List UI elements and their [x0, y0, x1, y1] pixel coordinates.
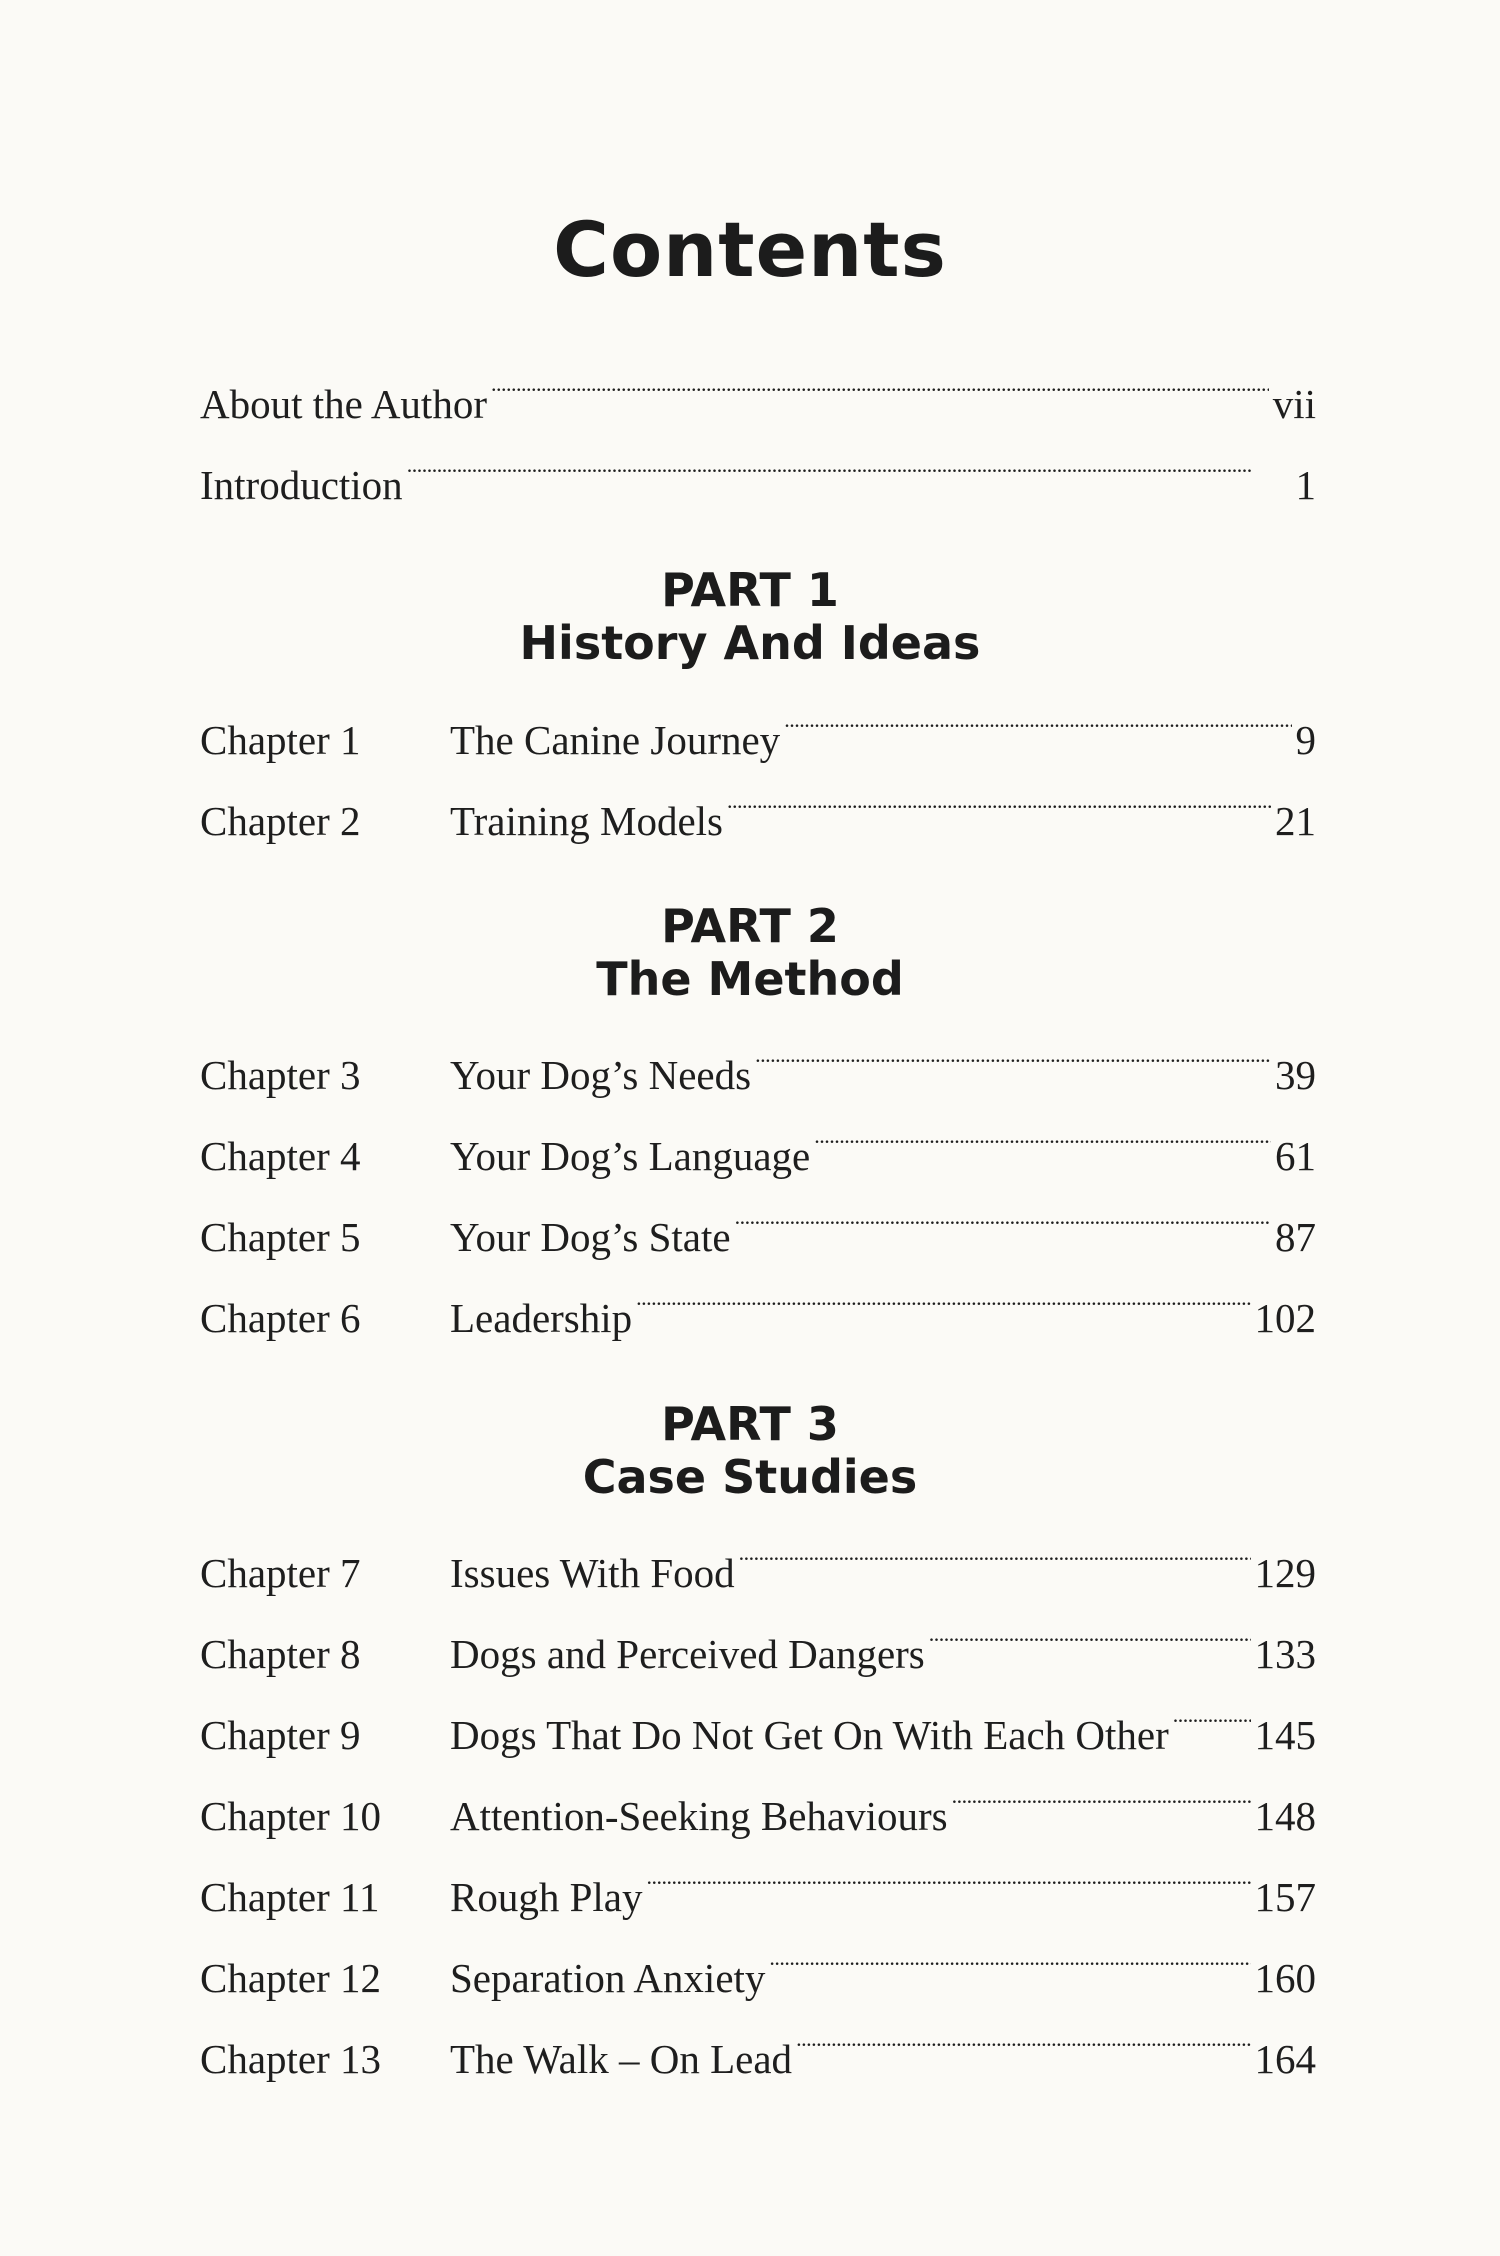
chapter-number: Chapter 11	[200, 1874, 380, 1920]
page-title: Contents	[553, 205, 947, 294]
dot-leader	[784, 712, 1291, 752]
chapter-number: Chapter 2	[200, 798, 361, 844]
chapter-number: Chapter 10	[200, 1793, 382, 1839]
toc-entry-chapter-3[interactable]	[200, 1043, 1316, 1107]
toc-entry-chapter-2[interactable]	[200, 789, 1316, 853]
chapter-number: Chapter 3	[200, 1052, 361, 1098]
dot-leader	[929, 1626, 1251, 1666]
toc-entry-title: Introduction	[200, 462, 403, 508]
chapter-number: Chapter 8	[200, 1631, 361, 1677]
toc-entry-page: 133	[1254, 1631, 1316, 1677]
part-heading-2	[0, 900, 1500, 1006]
chapter-number: Chapter 5	[200, 1214, 361, 1260]
toc-entry-title: Your Dog’s Language	[450, 1133, 811, 1179]
toc-entry-title: Leadership	[450, 1295, 633, 1341]
dot-leader	[755, 1047, 1271, 1087]
toc-entry-page: 9	[1295, 717, 1316, 763]
toc-entry-page: 145	[1254, 1712, 1316, 1758]
part-name: Case Studies	[582, 1450, 918, 1504]
toc-entry-title: Your Dog’s Needs	[450, 1052, 752, 1098]
part-label: PART 3	[661, 1397, 839, 1451]
toc-entry-page: 61	[1275, 1133, 1316, 1179]
toc-entry-page: 87	[1275, 1214, 1316, 1260]
toc-entry-title: Separation Anxiety	[450, 1955, 766, 2001]
toc-entry-chapter-4[interactable]	[200, 1124, 1316, 1188]
dot-leader	[814, 1128, 1271, 1168]
part-label: PART 1	[661, 563, 839, 617]
dot-leader	[796, 2031, 1250, 2071]
toc-entry-chapter-6[interactable]	[200, 1286, 1316, 1350]
chapter-number: Chapter 12	[200, 1955, 382, 2001]
toc-entry-chapter-13[interactable]	[200, 2027, 1316, 2091]
toc-entry-title: The Canine Journey	[450, 717, 781, 763]
toc-entry-title: Dogs That Do Not Get On With Each Other	[450, 1712, 1169, 1758]
dot-leader	[769, 1950, 1250, 1990]
toc-entry-title: The Walk – On Lead	[450, 2036, 793, 2082]
toc-entry-page: 39	[1275, 1052, 1316, 1098]
toc-entry-page: 164	[1254, 2036, 1316, 2082]
dot-leader	[952, 1788, 1251, 1828]
dot-leader	[739, 1545, 1251, 1585]
toc-entry-page: 157	[1254, 1874, 1316, 1920]
toc-entry-title: Attention-Seeking Behaviours	[450, 1793, 948, 1839]
toc-entry-chapter-10[interactable]	[200, 1784, 1316, 1848]
chapter-number: Chapter 9	[200, 1712, 361, 1758]
dot-leader	[636, 1290, 1250, 1330]
toc-entry-page: 148	[1254, 1793, 1316, 1839]
toc-entry-page: 21	[1275, 798, 1316, 844]
toc-entry-page: 160	[1254, 1955, 1316, 2001]
toc-entry-chapter-11[interactable]	[200, 1865, 1316, 1929]
part-heading-1	[0, 564, 1500, 670]
toc-entry-page: 129	[1254, 1550, 1316, 1596]
chapter-number: Chapter 7	[200, 1550, 361, 1596]
toc-entry-title: About the Author	[200, 381, 487, 427]
dot-leader	[727, 793, 1271, 833]
part-name: History And Ideas	[519, 616, 981, 670]
toc-entry-chapter-9[interactable]	[200, 1703, 1316, 1767]
toc-entry-chapter-8[interactable]	[200, 1622, 1316, 1686]
toc-entry-page: 1	[1295, 462, 1316, 508]
toc-entry-about-author[interactable]	[200, 372, 1316, 436]
part-heading-3	[0, 1398, 1500, 1504]
dot-leader	[1173, 1707, 1251, 1747]
toc-entry-title: Training Models	[450, 798, 723, 844]
toc-entry-page: vii	[1272, 381, 1316, 427]
toc-entry-page: 102	[1254, 1295, 1316, 1341]
chapter-number: Chapter 4	[200, 1133, 361, 1179]
chapter-number: Chapter 6	[200, 1295, 361, 1341]
dot-leader	[735, 1209, 1271, 1249]
toc-entry-chapter-5[interactable]	[200, 1205, 1316, 1269]
chapter-number: Chapter 13	[200, 2036, 382, 2082]
toc-entry-introduction[interactable]	[200, 453, 1316, 517]
part-label: PART 2	[661, 899, 839, 953]
dot-leader	[491, 376, 1269, 416]
chapter-number: Chapter 1	[200, 717, 361, 763]
toc-entry-title: Dogs and Perceived Dangers	[450, 1631, 925, 1677]
toc-entry-chapter-1[interactable]	[200, 708, 1316, 772]
toc-entry-title: Issues With Food	[450, 1550, 735, 1596]
toc-entry-title: Rough Play	[450, 1874, 643, 1920]
part-name: The Method	[596, 952, 904, 1006]
dot-leader	[407, 457, 1292, 497]
toc-entry-chapter-7[interactable]	[200, 1541, 1316, 1605]
toc-entry-chapter-12[interactable]	[200, 1946, 1316, 2010]
toc-entry-title: Your Dog’s State	[450, 1214, 731, 1260]
dot-leader	[647, 1869, 1251, 1909]
